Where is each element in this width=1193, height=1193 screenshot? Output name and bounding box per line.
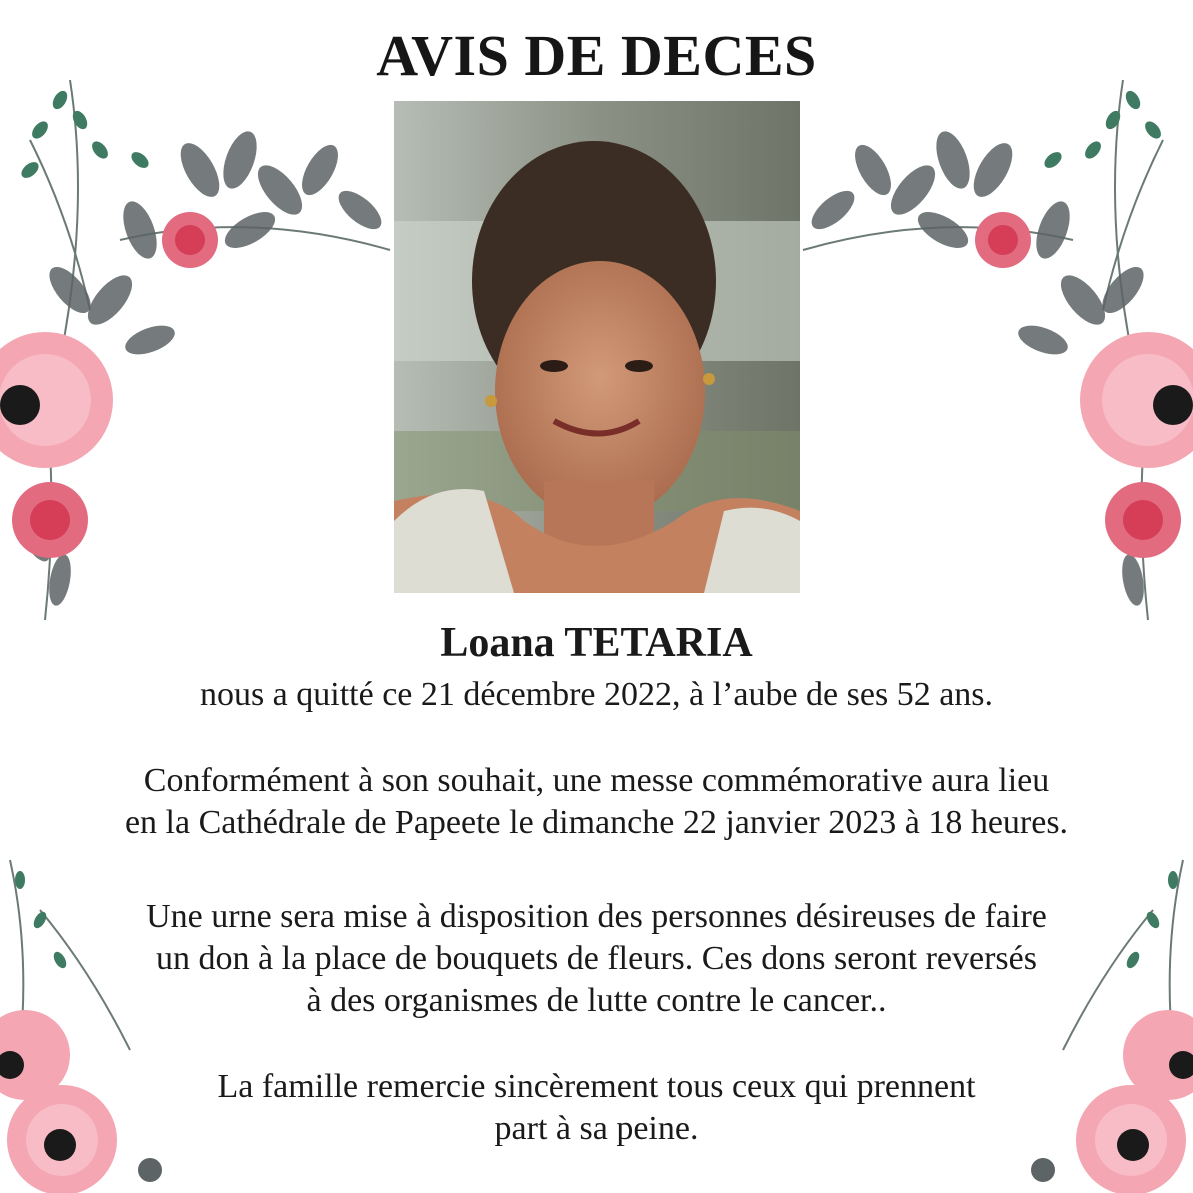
donation-paragraph: Une urne sera mise à disposition des personnes désireuses de faire un don à la place de bouquets de fleurs. Ces dons seront reversés à des organismes de lutte contre le cancer..: [146, 898, 1047, 1019]
passing-line: nous a quitté ce 21 décembre 2022, à l’aube de ses 52 ans.: [199, 676, 994, 713]
floral-decoration-top-left: [0, 60, 400, 640]
portrait-photo: [394, 101, 800, 593]
deceased-name: Loana TETARIA: [440, 620, 753, 666]
floral-decoration-top-right: [793, 60, 1193, 640]
notice-title: AVIS DE DECES: [376, 23, 817, 88]
mass-paragraph: Conformément à son souhait, une messe commémorative aura lieu en la Cathédrale de Papeete le dimanche 22 janvier 2023 à 18 heures.: [124, 762, 1069, 841]
thanks-paragraph: La famille remercie sincèrement tous ceux qui prennent part à sa peine.: [217, 1068, 976, 1147]
